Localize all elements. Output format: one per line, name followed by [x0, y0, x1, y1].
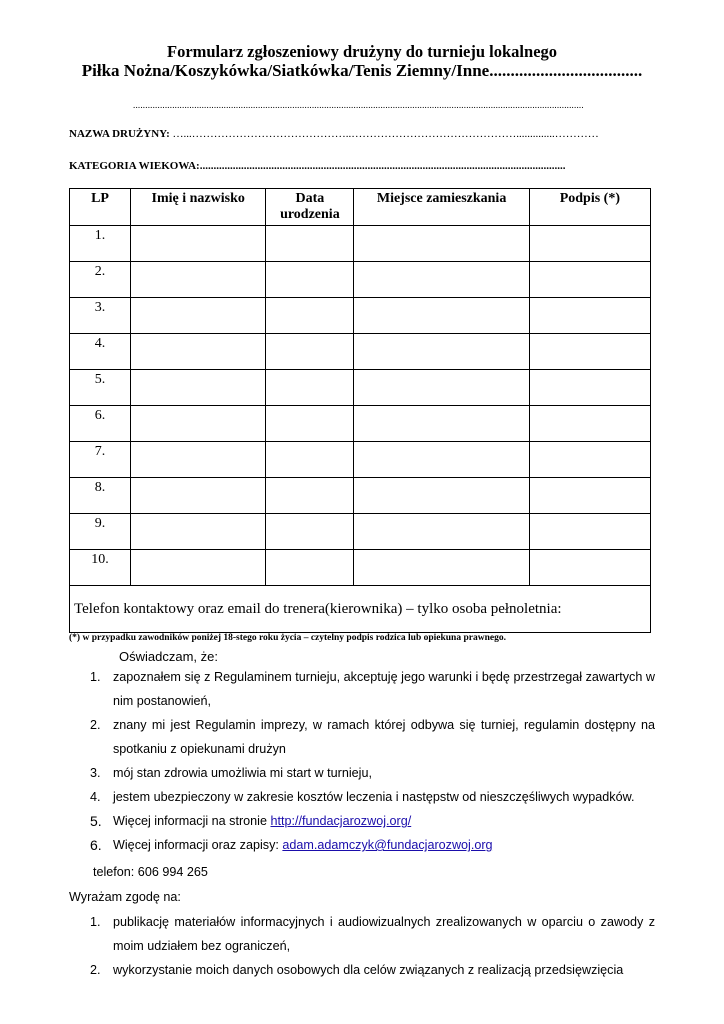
row-number: 5. [70, 370, 131, 406]
birthdate-cell[interactable] [266, 406, 354, 442]
list-number: 4. [90, 790, 101, 804]
birthdate-cell[interactable] [266, 514, 354, 550]
list-item [69, 910, 655, 958]
table-row [70, 298, 651, 334]
residence-cell[interactable] [354, 298, 529, 334]
name-cell[interactable] [131, 370, 266, 406]
table-row [70, 514, 651, 550]
contact-row [70, 586, 651, 633]
signature-cell[interactable] [529, 370, 650, 406]
consent-intro: Wyrażam zgodę na: [69, 890, 181, 904]
table-row [70, 370, 651, 406]
name-cell[interactable] [131, 478, 266, 514]
residence-cell[interactable] [354, 262, 529, 298]
list-number: 2. [90, 963, 101, 977]
list-item [69, 958, 655, 982]
list-item [69, 809, 655, 833]
list-item [69, 761, 655, 785]
residence-cell[interactable] [354, 442, 529, 478]
residence-cell[interactable] [354, 406, 529, 442]
name-cell[interactable] [131, 514, 266, 550]
list-number: 5. [90, 813, 102, 829]
birthdate-cell[interactable] [266, 262, 354, 298]
table-row [70, 334, 651, 370]
col-header-signature: Podpis (*) [529, 189, 650, 226]
row-number: 6. [70, 406, 131, 442]
col-header-lp: LP [70, 189, 131, 226]
list-text: znany mi jest Regulamin imprezy, w ramach której odbywa się turniej, regulamin dostępny na spotkaniu z opiekunami drużyn [113, 718, 655, 756]
roster-table [69, 188, 651, 633]
team-name-field[interactable] [69, 128, 599, 140]
coach-contact-cell[interactable]: Telefon kontaktowy oraz email do trenera(kierownika) – tylko osoba pełnoletnia: [70, 586, 651, 633]
row-number: 4. [70, 334, 131, 370]
signature-cell[interactable] [529, 262, 650, 298]
birthdate-cell[interactable] [266, 550, 354, 586]
signature-cell[interactable] [529, 514, 650, 550]
name-cell[interactable] [131, 262, 266, 298]
list-text: wykorzystanie moich danych osobowych dla celów związanych z realizacją przedsięwzięcia [113, 963, 624, 977]
form-title: Formularz zgłoszeniowy drużyny do turnieju lokalnego [166, 42, 558, 61]
residence-cell[interactable] [354, 478, 529, 514]
name-cell[interactable] [131, 334, 266, 370]
table-row [70, 406, 651, 442]
table-row [70, 442, 651, 478]
info-link[interactable]: http://fundacjarozwoj.org/ [270, 814, 412, 828]
declaration-intro: Oświadczam, że: [119, 649, 218, 664]
list-item [69, 785, 655, 809]
consent-list [69, 910, 655, 982]
signature-cell[interactable] [529, 442, 650, 478]
list-text: mój stan zdrowia umożliwia mi start w turnieju, [113, 766, 372, 780]
list-number: 6. [90, 837, 102, 853]
table-row [70, 550, 651, 586]
row-number: 1. [70, 226, 131, 262]
team-name-label: NAZWA DRUŻYNY: [69, 128, 170, 140]
table-row [70, 478, 651, 514]
birthdate-cell[interactable] [266, 370, 354, 406]
residence-cell[interactable] [354, 334, 529, 370]
age-category-label: KATEGORIA WIEKOWA: [69, 160, 200, 172]
signature-footnote: (*) w przypadku zawodników poniżej 18-stego roku życia – czytelny podpis rodzica lub opiekuna prawnego. [69, 633, 506, 643]
birthdate-cell[interactable] [266, 298, 354, 334]
name-cell[interactable] [131, 298, 266, 334]
birthdate-cell[interactable] [266, 442, 354, 478]
signature-cell[interactable] [529, 478, 650, 514]
row-number: 9. [70, 514, 131, 550]
signature-cell[interactable] [529, 298, 650, 334]
residence-cell[interactable] [354, 550, 529, 586]
blank-dotted-line: ........................................................................................................................................................................................ [133, 100, 584, 110]
list-text: Więcej informacji oraz zapisy: [113, 838, 283, 852]
info-link[interactable]: adam.adamczyk@fundacjarozwoj.org [282, 838, 493, 852]
col-header-birthdate: Data urodzenia [266, 189, 354, 226]
name-cell[interactable] [131, 406, 266, 442]
col-header-residence: Miejsce zamieszkania [354, 189, 529, 226]
table-row [70, 262, 651, 298]
birthdate-cell[interactable] [266, 478, 354, 514]
form-subtitle: Piłka Nożna/Koszykówka/Siatkówka/Tenis Ziemny/Inne.................................... [81, 61, 643, 80]
list-number: 3. [90, 766, 101, 780]
list-item [69, 713, 655, 761]
table-header-row [70, 189, 651, 226]
signature-cell[interactable] [529, 406, 650, 442]
row-number: 2. [70, 262, 131, 298]
contact-phone: telefon: 606 994 265 [93, 865, 208, 879]
list-text: jestem ubezpieczony w zakresie kosztów leczenia i następstw od nieszczęśliwych wypadków. [113, 790, 635, 804]
list-item [69, 665, 655, 713]
list-text: zapoznałem się z Regulaminem turnieju, akceptuję jego warunki i będę przestrzegał zawartych w nim postanowień, [113, 670, 655, 708]
name-cell[interactable] [131, 442, 266, 478]
age-category-blank: ..................................................................................................................................... [199, 160, 566, 172]
row-number: 10. [70, 550, 131, 586]
row-number: 7. [70, 442, 131, 478]
list-number: 2. [90, 718, 101, 732]
birthdate-cell[interactable] [266, 334, 354, 370]
col-header-name: Imię i nazwisko [131, 189, 266, 226]
signature-cell[interactable] [529, 226, 650, 262]
list-item [69, 833, 655, 857]
team-name-blank: …...……………………………………..………………………………………..............………… [169, 128, 599, 140]
name-cell[interactable] [131, 226, 266, 262]
row-number: 8. [70, 478, 131, 514]
declaration-list [69, 665, 655, 857]
row-number: 3. [70, 298, 131, 334]
list-text: publikację materiałów informacyjnych i audiowizualnych zrealizowanych w oparciu o zawody z moim udziałem bez ograniczeń, [113, 915, 655, 953]
list-number: 1. [90, 670, 101, 684]
signature-cell[interactable] [529, 334, 650, 370]
list-number: 1. [90, 915, 101, 929]
name-cell[interactable] [131, 550, 266, 586]
signature-cell[interactable] [529, 550, 650, 586]
list-text: Więcej informacji na stronie [113, 814, 271, 828]
residence-cell[interactable] [354, 370, 529, 406]
table-row [70, 226, 651, 262]
residence-cell[interactable] [354, 226, 529, 262]
age-category-field[interactable] [69, 160, 565, 172]
residence-cell[interactable] [354, 514, 529, 550]
birthdate-cell[interactable] [266, 226, 354, 262]
